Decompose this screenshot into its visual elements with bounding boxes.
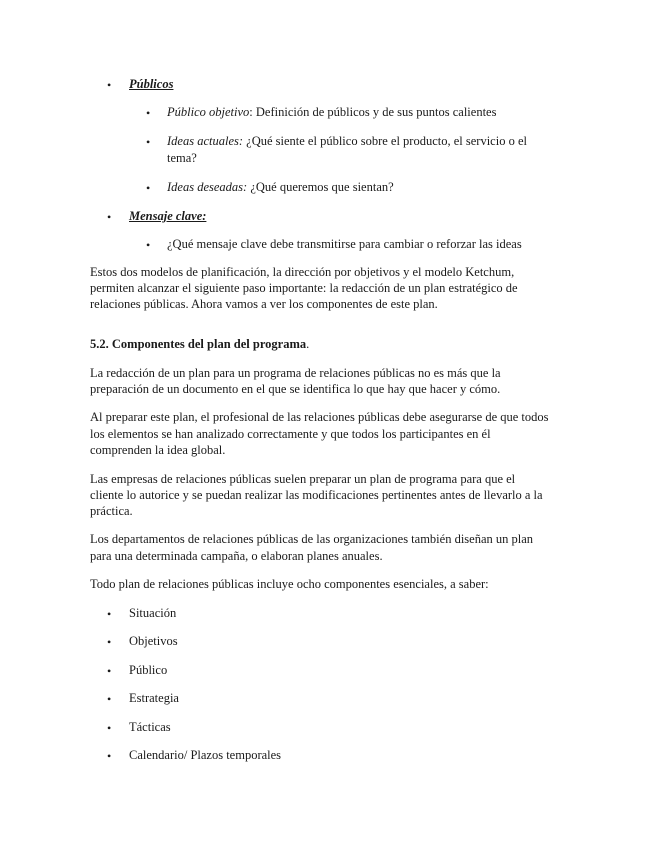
paragraph-line: comprenden la idea global.	[90, 443, 226, 457]
paragraph-line: Estos dos modelos de planificación, la dirección por objetivos y el modelo Ketchum,	[90, 265, 515, 279]
paragraph-line: Las empresas de relaciones públicas suelen preparar un plan de programa para que el	[90, 472, 516, 486]
bullet-icon: •	[146, 106, 151, 120]
bullet-icon: •	[107, 607, 112, 621]
list-item	[167, 134, 527, 149]
paragraph-line: para una determinada campaña, o elaboran planes anuales.	[90, 549, 383, 563]
bullet-icon: •	[146, 135, 151, 149]
list-item-text: : Definición de públicos y de sus puntos calientes	[249, 105, 497, 119]
heading-suffix: .	[306, 337, 310, 351]
list-item-term: Público objetivo	[167, 105, 250, 119]
list-item: Público	[129, 663, 168, 677]
paragraph-line: relaciones públicas. Ahora vamos a ver los componentes de este plan.	[90, 297, 438, 311]
heading-text: 5.2. Componentes del plan del programa	[90, 337, 307, 351]
bullet-icon: •	[107, 721, 112, 735]
list-item-text: ¿Qué siente el público sobre el producto, el servicio o el	[243, 134, 527, 148]
list-item-continuation: tema?	[167, 151, 197, 165]
list-item: Tácticas	[129, 720, 171, 734]
bullet-icon: •	[107, 692, 112, 706]
paragraph-line: Los departamentos de relaciones públicas de las organizaciones también diseñan un plan	[90, 532, 534, 546]
paragraph-line: La redacción de un plan para un programa de relaciones públicas no es más que la	[90, 366, 501, 380]
list-item: Estrategia	[129, 691, 179, 705]
bullet-icon: •	[107, 664, 112, 678]
paragraph-line: cliente lo autorice y se puedan realizar las modificaciones pertinentes antes de llevarlo a la	[90, 488, 543, 502]
paragraph-line: permiten alcanzar el siguiente paso importante: la redacción de un plan estratégico de	[90, 281, 518, 295]
list-item-text: ¿Qué mensaje clave debe transmitirse para cambiar o reforzar las ideas	[167, 237, 522, 251]
section-mensaje-label: Mensaje clave:	[129, 209, 207, 223]
bullet-icon: •	[107, 635, 112, 649]
list-item: Calendario/ Plazos temporales	[129, 748, 282, 762]
list-item	[167, 105, 496, 120]
list-item: Objetivos	[129, 634, 178, 648]
section-publicos-label: Públicos	[129, 77, 174, 91]
paragraph-line: preparación de un documento en el que se identifica lo que hay que hacer y cómo.	[90, 382, 501, 396]
bullet-icon: •	[107, 78, 112, 92]
paragraph-line: los elementos se han analizado correctamente y que todos los participantes en él	[90, 427, 491, 441]
section-heading	[90, 337, 309, 352]
paragraph-line: práctica.	[90, 504, 133, 518]
list-item: Situación	[129, 606, 177, 620]
list-item-term: Ideas deseadas:	[167, 180, 248, 194]
list-item	[167, 180, 394, 195]
bullet-icon: •	[146, 238, 151, 252]
list-item-term: Ideas actuales:	[167, 134, 244, 148]
paragraph-line: Todo plan de relaciones públicas incluye ocho componentes esenciales, a saber:	[90, 577, 489, 591]
list-item-text: ¿Qué queremos que sientan?	[247, 180, 394, 194]
paragraph-line: Al preparar este plan, el profesional de las relaciones públicas debe asegurarse de que todos	[90, 410, 549, 424]
bullet-icon: •	[146, 181, 151, 195]
bullet-icon: •	[107, 749, 112, 763]
bullet-icon: •	[107, 210, 112, 224]
